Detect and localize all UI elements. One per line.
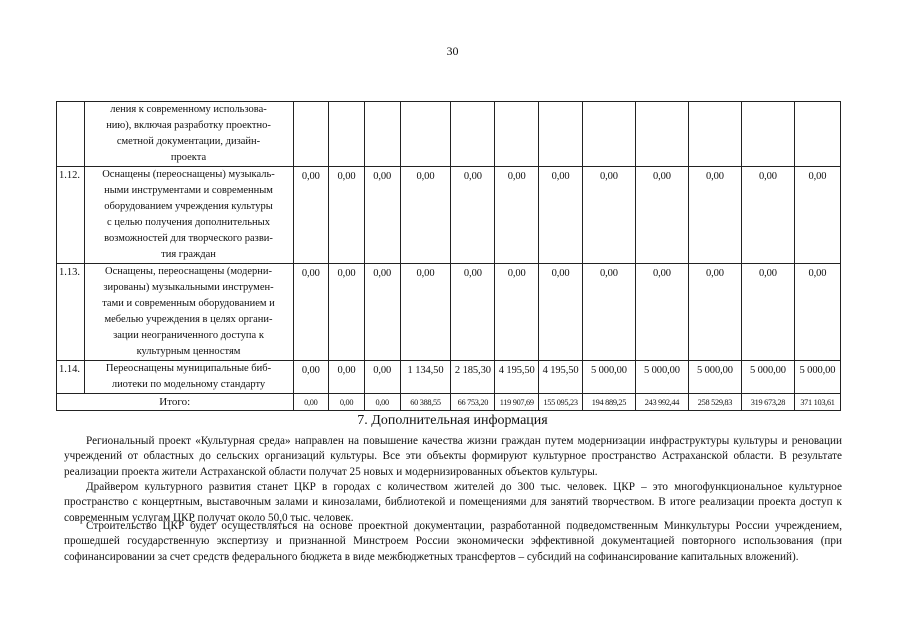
value-cell xyxy=(635,102,688,167)
description-line: лиотеки по модельному стандарту xyxy=(111,379,266,390)
value-cell xyxy=(539,102,583,167)
total-value-cell: 243 992,44 xyxy=(635,394,688,411)
value-cell: 0,00 xyxy=(688,264,741,361)
value-cell: 0,00 xyxy=(451,264,495,361)
total-value-cell: 319 673,28 xyxy=(741,394,794,411)
value-cell: 0,00 xyxy=(688,167,741,264)
value-cell xyxy=(741,102,794,167)
total-value-cell: 194 889,25 xyxy=(582,394,635,411)
row-number: 1.13. xyxy=(57,264,85,361)
description-line: ления к современному использова- xyxy=(110,104,267,115)
value-cell: 0,00 xyxy=(329,167,365,264)
value-cell xyxy=(794,102,840,167)
total-row xyxy=(57,394,841,411)
value-cell xyxy=(582,102,635,167)
value-cell: 0,00 xyxy=(794,264,840,361)
paragraph-3 xyxy=(64,519,842,565)
value-cell: 0,00 xyxy=(364,167,400,264)
paragraph-3-text: Строительство ЦКР будет осуществляться на основе проектной документации, разработанной подведомственным Минкультуры России учреждением, прошедшей государственную экспертизу и признанной Минстроем России экономически эффективной документацией повторного использования (при софинансировании за счет средств федерального бюджета в виде межбюджетных трансфертов – субсидий на софинансирование капитальных вложений). xyxy=(64,520,842,563)
value-cell: 2 185,30 xyxy=(451,361,495,394)
value-cell: 0,00 xyxy=(495,264,539,361)
page-number: 30 xyxy=(446,44,459,58)
value-cell: 5 000,00 xyxy=(741,361,794,394)
total-value-cell: 0,00 xyxy=(329,394,365,411)
description-line: Оснащены (переоснащены) музыкаль- xyxy=(102,169,275,180)
total-value-cell: 258 529,83 xyxy=(688,394,741,411)
value-cell: 5 000,00 xyxy=(582,361,635,394)
table-row xyxy=(57,167,841,264)
paragraph-1 xyxy=(64,434,842,480)
value-cell: 5 000,00 xyxy=(635,361,688,394)
table-row xyxy=(57,102,841,167)
description-line: оборудованием учреждения культуры xyxy=(104,201,273,212)
description-line: ными инструментами и современным xyxy=(104,185,273,196)
value-cell: 5 000,00 xyxy=(794,361,840,394)
value-cell: 0,00 xyxy=(364,264,400,361)
value-cell xyxy=(400,102,451,167)
value-cell: 0,00 xyxy=(293,361,329,394)
paragraph-2-text: Драйвером культурного развития станет ЦКР в городах с количеством жителей до 300 тыс. человек. ЦКР – это многофункциональное культурное пространство с концертным, выставочным залами и кинозалами, библиотекой и помещениями для занятий творчеством. В итоге реализации проекта доступ к современным услугам ЦКР получат около 50,0 тыс. человек. xyxy=(64,481,842,524)
description-line: мебелью учреждения в целях органи- xyxy=(104,314,273,325)
value-cell xyxy=(451,102,495,167)
value-cell xyxy=(293,102,329,167)
row-description xyxy=(84,361,293,394)
total-value-cell: 0,00 xyxy=(364,394,400,411)
row-number: 1.12. xyxy=(57,167,85,264)
description-line: зации неограниченного доступа к xyxy=(113,330,264,341)
total-value-cell: 155 095,23 xyxy=(539,394,583,411)
description-line: проекта xyxy=(170,152,207,163)
paragraph-1-text: Региональный проект «Культурная среда» направлен на повышение качества жизни граждан путем модернизации инфраструктуры культуры и реновации учреждений от областных до сельских организаций культуры. Все эти объекты формируют культурное пространство Астраханской области. В результате реализации проекта жители Астраханской области получат 25 новых и модернизированных объектов культуры. xyxy=(64,435,842,478)
description-line: Оснащены, переоснащены (модерни- xyxy=(105,266,272,277)
value-cell: 5 000,00 xyxy=(688,361,741,394)
value-cell: 0,00 xyxy=(364,361,400,394)
value-cell: 0,00 xyxy=(495,167,539,264)
description-line: возможностей для творческого разви- xyxy=(104,233,273,244)
value-cell: 4 195,50 xyxy=(539,361,583,394)
description-line: нию), включая разработку проектно- xyxy=(106,120,271,131)
total-value-cell: 66 753,20 xyxy=(451,394,495,411)
funding-table xyxy=(56,101,841,411)
description-line: с целью получения дополнительных xyxy=(107,217,270,228)
value-cell: 0,00 xyxy=(400,167,451,264)
description-line: тия граждан xyxy=(161,249,216,260)
value-cell: 0,00 xyxy=(635,264,688,361)
value-cell: 0,00 xyxy=(329,264,365,361)
description-line: Переоснащены муниципальные биб- xyxy=(105,363,272,374)
row-number xyxy=(57,102,85,167)
value-cell: 0,00 xyxy=(741,167,794,264)
description-line: зированы) музыкальными инструмен- xyxy=(103,282,274,293)
description-line: сметной документации, дизайн- xyxy=(116,136,261,147)
total-label: Итого: xyxy=(57,394,294,411)
value-cell: 4 195,50 xyxy=(495,361,539,394)
total-value-cell: 371 103,61 xyxy=(794,394,840,411)
total-value-cell: 119 907,69 xyxy=(495,394,539,411)
row-description xyxy=(84,264,293,361)
description-line: тами и современным оборудованием и xyxy=(102,298,275,309)
value-cell xyxy=(329,102,365,167)
row-number: 1.14. xyxy=(57,361,85,394)
value-cell: 1 134,50 xyxy=(400,361,451,394)
value-cell: 0,00 xyxy=(293,167,329,264)
row-description xyxy=(84,167,293,264)
value-cell: 0,00 xyxy=(582,264,635,361)
value-cell xyxy=(364,102,400,167)
value-cell: 0,00 xyxy=(329,361,365,394)
description-line: культурным ценностям xyxy=(136,346,241,357)
value-cell: 0,00 xyxy=(794,167,840,264)
value-cell: 0,00 xyxy=(293,264,329,361)
value-cell: 0,00 xyxy=(539,167,583,264)
value-cell: 0,00 xyxy=(539,264,583,361)
section-title: 7. Дополнительная информация xyxy=(357,413,548,428)
value-cell xyxy=(688,102,741,167)
table-row xyxy=(57,361,841,394)
value-cell xyxy=(495,102,539,167)
value-cell: 0,00 xyxy=(400,264,451,361)
value-cell: 0,00 xyxy=(582,167,635,264)
value-cell: 0,00 xyxy=(635,167,688,264)
value-cell: 0,00 xyxy=(741,264,794,361)
total-value-cell: 0,00 xyxy=(293,394,329,411)
table-row xyxy=(57,264,841,361)
value-cell: 0,00 xyxy=(451,167,495,264)
row-description xyxy=(84,102,293,167)
total-value-cell: 60 388,55 xyxy=(400,394,451,411)
